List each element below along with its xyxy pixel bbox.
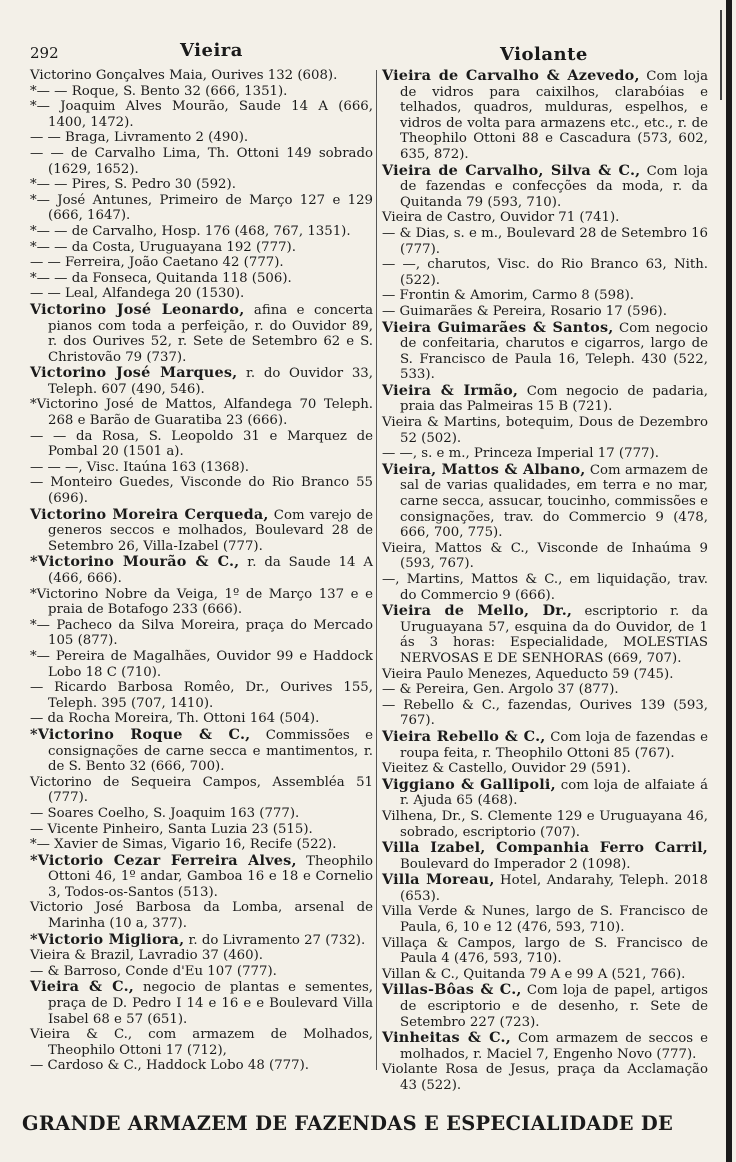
entry-name: *Victorino Mourão & C., — [30, 553, 240, 571]
entry-text: — — de Carvalho Lima, Th. Ottoni 149 sobrado (1629, 1652). — [30, 145, 373, 177]
entry-text: com loja de alfaiate á r. Ajuda 65 (468). — [400, 777, 708, 809]
entry-name: *Victorio Cezar Ferreira Alves, — [30, 851, 297, 869]
directory-entry — [382, 462, 708, 541]
entry-text: Victorino Gonçalves Maia, Ourives 132 (608). — [30, 68, 338, 83]
entry-text: Victorio José Barbosa da Lomba, arsenal de Marinha (10 a, 377). — [30, 900, 373, 932]
directory-entry — [30, 177, 373, 193]
entry-text: Villaça & Campos, largo de S. Francisco de Paula 4 (476, 593, 710). — [382, 935, 708, 967]
directory-entry — [382, 682, 708, 698]
entry-text: Boulevard do Imperador 2 (1098). — [400, 856, 631, 872]
entry-text: afina e concerta pianos com toda a perfeição, r. do Ouvidor 89, r. dos Ourives 52, r. Sete de Setembro 62 e S. Christovão 79 (737). — [48, 302, 373, 365]
entry-name: Villa Izabel, Companhia Ferro Carril, — [382, 839, 708, 857]
directory-entry — [382, 383, 708, 415]
directory-entry — [382, 872, 708, 904]
entry-text: Com loja de vidros para caixilhos, clarabóias e telhados, quadros, mulduras, espelhos, e vidros de volta para armazens etc., etc., r. de Theophilo Ottoni 88 e Cascadura (573, 602, 635, 872). — [400, 69, 708, 162]
directory-entry — [30, 365, 373, 397]
entry-text: r. da Saude 14 A (466, 666). — [48, 555, 373, 586]
directory-entry — [382, 541, 708, 572]
entry-text: Vieira & Martins, botequim, Dous de Dezembro 52 (502). — [382, 415, 708, 446]
entry-text: Vilhena, Dr., S. Clemente 129 e Uruguayana 46, sobrado, escriptorio (707). — [382, 808, 708, 840]
entry-text: Villa Verde & Nunes, largo de S. Francisco de Paula, 6, 10 e 12 (476, 593, 710). — [382, 904, 708, 936]
entry-text: Villan & C., Quitanda 79 A e 99 A (521, 766). — [382, 966, 686, 982]
entry-text: — —, s. e m., Princeza Imperial 17 (777). — [382, 446, 659, 462]
page-spine-edge — [726, 0, 732, 1162]
entry-name: Victorino Moreira Cerqueda, — [30, 505, 269, 523]
left-running-head: Vieira — [180, 40, 243, 61]
entry-text: Vieira & C., com armazem de Molhados, Theophilo Ottoni 17 (712), — [30, 1027, 373, 1058]
directory-entry — [30, 618, 373, 649]
entry-text: Hotel, Andarahy, Teleph. 2018 (653). — [400, 873, 708, 904]
entry-text: — — Leal, Alfandega 20 (1530). — [30, 286, 245, 302]
directory-entry — [30, 837, 373, 853]
entry-text: *— — da Fonseca, Quitanda 118 (506). — [30, 270, 292, 286]
entry-text: Vieira, Mattos & C., Visconde de Inhaúma 9 (593, 767). — [382, 540, 708, 572]
entry-text: *— — de Carvalho, Hosp. 176 (468, 767, 1351). — [30, 223, 351, 239]
entry-text: — — da Rosa, S. Leopoldo 31 e Marquez de Pombal 20 (1501 a). — [30, 428, 373, 460]
entry-text: *— Pacheco da Silva Moreira, praça do Mercado 105 (877). — [30, 617, 373, 649]
directory-entry — [30, 649, 373, 680]
directory-entry — [382, 904, 708, 935]
directory-entry — [382, 667, 708, 683]
right-column — [382, 68, 708, 1094]
entry-text: — Ricardo Barbosa Romêo, Dr., Ourives 155, Teleph. 395 (707, 1410). — [30, 680, 373, 711]
entry-text: — & Pereira, Gen. Argolo 37 (877). — [382, 682, 619, 698]
entry-text: — Monteiro Guedes, Visconde do Rio Branco 55 (696). — [30, 475, 373, 507]
directory-entry — [30, 806, 373, 822]
directory-entry — [30, 775, 373, 806]
entry-text: escriptorio r. da Uruguayana 57, esquina da do Ouvidor, de 1 ás 3 horas: Especialidade, MOLESTIAS NERVOSAS E DE SENHORAS (669, 707). — [400, 604, 708, 666]
entry-text: Com negocio de confeitaria, charutos e cigarros, largo de S. Francisco de Paula 16, Teleph. 430 (522, 533). — [400, 320, 708, 383]
entry-text: —, Martins, Mattos & C., em liquidação, trav. do Commercio 9 (666). — [382, 572, 708, 603]
directory-entry — [382, 982, 708, 1030]
entry-name: Vieira de Mello, Dr., — [382, 602, 573, 620]
entry-text: Violante Rosa de Jesus, praça da Acclamação 43 (522). — [382, 1062, 708, 1093]
entry-text: — Vicente Pinheiro, Santa Luzia 23 (515). — [30, 821, 313, 837]
entry-text: — Rebello & C., fazendas, Ourives 139 (593, 767). — [382, 697, 708, 729]
directory-entry — [382, 226, 708, 257]
entry-text: Vieitez & Castello, Ouvidor 29 (591). — [382, 761, 631, 777]
entry-text: *— — Pires, S. Pedro 30 (592). — [30, 177, 236, 193]
directory-entry — [382, 415, 708, 446]
directory-entry — [382, 809, 708, 840]
directory-entry — [30, 900, 373, 931]
directory-entry — [30, 948, 373, 964]
directory-entry — [30, 1027, 373, 1058]
directory-entry — [382, 761, 708, 777]
entry-text: Vieira & Brazil, Lavradio 37 (460). — [30, 948, 264, 964]
directory-entry — [30, 68, 373, 84]
directory-entry — [30, 397, 373, 428]
entry-name: *Victorio Migliora, — [30, 930, 185, 948]
column-divider — [376, 70, 377, 1070]
directory-entry — [30, 507, 373, 555]
entry-name: Victorino José Marques, — [30, 364, 238, 382]
entry-text: Com loja de papel, artigos de escriptorio e de desenho, r. Sete de Setembro 227 (723). — [400, 983, 708, 1030]
directory-entry — [30, 1058, 373, 1074]
entry-text: Com armazem de seccos e molhados, r. Maciel 7, Engenho Novo (777). — [400, 1031, 709, 1062]
directory-entry — [30, 460, 373, 476]
entry-text: — Guimarães & Pereira, Rosario 17 (596). — [382, 303, 667, 319]
directory-entry — [382, 1030, 708, 1062]
entry-text: Vieira Paulo Menezes, Aqueducto 59 (745). — [382, 666, 674, 682]
directory-entry — [30, 587, 373, 618]
entry-text: *— — da Costa, Uruguayana 192 (777). — [30, 239, 296, 255]
directory-entry — [30, 822, 373, 838]
entry-text: — Soares Coelho, S. Joaquim 163 (777). — [30, 805, 300, 821]
directory-entry — [382, 257, 708, 288]
directory-entry — [30, 255, 373, 271]
entry-text: *— José Antunes, Primeiro de Março 127 e 129 (666, 1647). — [30, 192, 373, 224]
directory-entry — [382, 840, 708, 872]
directory-entry — [30, 302, 373, 365]
left-column — [30, 68, 373, 1074]
entry-name: Vieira Guimarães & Santos, — [382, 318, 614, 336]
entry-text: — & Barroso, Conde d'Eu 107 (777). — [30, 963, 277, 979]
entry-text: r. do Ouvidor 33, Teleph. 607 (490, 546). — [48, 366, 373, 397]
directory-entry — [30, 224, 373, 240]
directory-entry — [30, 680, 373, 711]
directory-entry — [382, 163, 708, 211]
directory-entry — [382, 446, 708, 462]
page-edge-mark — [720, 10, 722, 100]
entry-name: Villas-Bôas & C., — [382, 981, 522, 999]
entry-text: *Victorino José de Mattos, Alfandega 70 Teleph. 268 e Barão de Guaratiba 23 (666). — [30, 397, 373, 429]
entry-text: — — Braga, Livramento 2 (490). — [30, 130, 249, 146]
entry-text: *— Pereira de Magalhães, Ouvidor 99 e Haddock Lobo 18 C (710). — [30, 648, 373, 680]
directory-entry — [382, 572, 708, 603]
directory-entry — [30, 932, 373, 949]
directory-entry — [30, 193, 373, 224]
directory-entry — [30, 554, 373, 586]
entry-text: Com negocio de padaria, praia das Palmeiras 15 B (721). — [400, 383, 708, 415]
entry-text: — & Dias, s. e m., Boulevard 28 de Setembro 16 (777). — [382, 225, 708, 257]
directory-entry — [30, 429, 373, 460]
entry-text: Victorino de Sequeira Campos, Assembléa 51 (777). — [30, 774, 373, 806]
directory-entry — [382, 210, 708, 226]
directory-entry — [30, 979, 373, 1027]
entry-text: *— — Roque, S. Bento 32 (666, 1351). — [30, 83, 288, 99]
directory-entry — [30, 130, 373, 146]
directory-entry — [30, 84, 373, 100]
entry-text: Commissões e consignações de carne secca e mantimentos, r. de S. Bento 32 (666, 700). — [48, 727, 373, 775]
entry-text: — — Ferreira, João Caetano 42 (777). — [30, 255, 284, 271]
entry-name: Vinheitas & C., — [382, 1029, 511, 1047]
directory-entry — [382, 967, 708, 983]
directory-entry — [382, 698, 708, 729]
entry-name: Victorino José Leonardo, — [30, 300, 245, 318]
entry-text: Theophilo Ottoni 46, 1º andar, Gamboa 16 e 18 e Cornelio 3, Todos-os-Santos (513). — [48, 853, 373, 900]
directory-entry — [382, 1062, 708, 1093]
entry-text: Com armazem de sal de varias qualidades, em terra e no mar, carne secca, assucar, toucinho, commissões e consignações, trav. do Commercio 9 (478, 666, 700, 775). — [400, 462, 708, 541]
entry-text: Com loja de fazendas e confecções da moda, r. da Quitanda 79 (593, 710). — [400, 163, 708, 210]
entry-name: Vieira Rebello & C., — [382, 727, 546, 745]
entry-text: — da Rocha Moreira, Th. Ottoni 164 (504). — [30, 711, 320, 727]
directory-entry — [382, 288, 708, 304]
directory-entry — [30, 711, 373, 727]
entry-name: Viggiano & Gallipoli, — [382, 775, 556, 793]
directory-entry — [30, 475, 373, 506]
entry-text: *— Xavier de Simas, Vigario 16, Recife (522). — [30, 837, 337, 853]
entry-name: *Victorino Roque & C., — [30, 725, 251, 743]
entry-text: — Frontin & Amorim, Carmo 8 (598). — [382, 288, 634, 304]
entry-text: — Cardoso & C., Haddock Lobo 48 (777). — [30, 1058, 309, 1074]
directory-entry — [382, 304, 708, 320]
directory-entry — [30, 146, 373, 177]
entry-text: r. do Livramento 27 (732). — [184, 932, 366, 948]
page-header — [30, 40, 714, 66]
entry-text: Vieira de Castro, Ouvidor 71 (741). — [382, 210, 620, 226]
entry-name: Vieira, Mattos & Albano, — [382, 460, 586, 478]
entry-name: Villa Moreau, — [382, 871, 495, 889]
directory-entry — [382, 68, 708, 163]
footer-advertisement: GRANDE ARMAZEM DE FAZENDAS E ESPECIALIDADE DE — [22, 1112, 674, 1135]
directory-entry — [30, 286, 373, 302]
entry-name: Vieira de Carvalho & Azevedo, — [382, 67, 640, 84]
directory-entry — [382, 603, 708, 666]
right-running-head: Violante — [500, 44, 588, 65]
entry-text: Com loja de fazendas e roupa feita, r. Theophilo Ottoni 85 (767). — [400, 729, 709, 761]
directory-entry — [30, 727, 373, 775]
entry-text: Com varejo de generos seccos e molhados, Boulevard 28 de Setembro 26, Villa-Izabel (777). — [48, 507, 373, 554]
entry-name: Vieira & Irmão, — [382, 381, 519, 399]
directory-entry — [30, 964, 373, 980]
directory-entry — [382, 777, 708, 809]
entry-name: Vieira de Carvalho, Silva & C., — [382, 161, 641, 179]
directory-entry — [30, 271, 373, 287]
entry-name: Vieira & C., — [30, 978, 134, 996]
entry-text: — —, charutos, Visc. do Rio Branco 63, Nith. (522). — [382, 257, 708, 288]
directory-entry — [30, 853, 373, 901]
entry-text: *Victorino Nobre da Veiga, 1º de Março 137 e e praia de Botafogo 233 (666). — [30, 586, 373, 618]
directory-entry — [382, 320, 708, 383]
directory-entry — [382, 936, 708, 967]
entry-text: — — —, Visc. Itaúna 163 (1368). — [30, 459, 249, 475]
entry-text: *— Joaquim Alves Mourão, Saude 14 A (666, 1400, 1472). — [30, 99, 373, 130]
directory-entry — [30, 99, 373, 130]
directory-entry — [382, 729, 708, 761]
page-number: 292 — [30, 44, 59, 62]
entry-text: negocio de plantas e sementes, praça de D. Pedro I 14 e 16 e e Boulevard Villa Isabel 68 e 57 (651). — [48, 980, 374, 1027]
directory-entry — [30, 240, 373, 256]
